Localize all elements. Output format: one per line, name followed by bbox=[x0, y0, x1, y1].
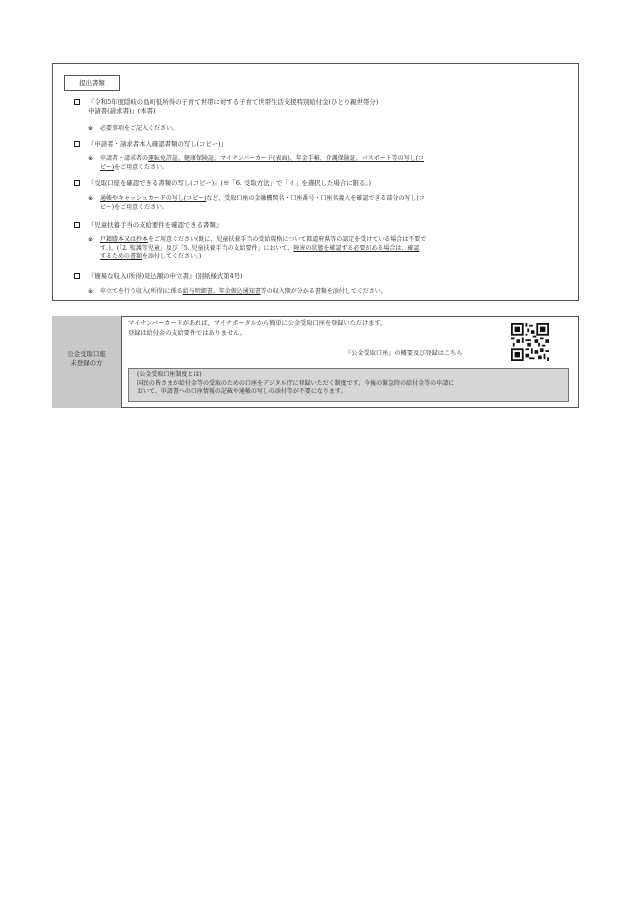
qr-code-icon[interactable] bbox=[511, 323, 549, 361]
item-title: 『令和5年度隠岐の島町低所得の子育て世帯に対する子育て世帯生活支援特別給付金(ひとり親世帯分) bbox=[88, 98, 379, 106]
item-title: 『受取口座を確認できる書類の写し(コピー)』(※「6. 受取方法」で「イ」を選択した場合に限る。) bbox=[88, 179, 372, 187]
item-title: 『児童扶養手当の支給要件を確認できる書類』 bbox=[88, 221, 223, 229]
checkbox[interactable] bbox=[74, 273, 80, 279]
item-title: 『簡易な収入(所得)見込額の申立書』(別紙様式第4号) bbox=[88, 272, 243, 280]
submission-header: 提出書類 bbox=[64, 75, 120, 91]
not-requirement-note: 登録は給付金の支給要件ではありません。 bbox=[128, 330, 246, 337]
label-line-2: 未登録の方 bbox=[70, 359, 103, 367]
checkbox[interactable] bbox=[74, 180, 80, 186]
item-title-cont: 申請書(請求書)』(本書) bbox=[88, 106, 156, 115]
info-line-2: おいて、申請書への口座情報の記載や通帳の写しの添付等が不要になります。 bbox=[137, 388, 347, 395]
registration-link[interactable]: 『公金受取口座』の概要及び登録はこちら bbox=[345, 350, 463, 357]
public-account-system-info bbox=[128, 368, 569, 402]
checkbox[interactable] bbox=[74, 222, 80, 228]
mynumber-info: マイナンバーカードがあれば、マイナポータルから簡単に公金受取口座を登録いただけます。 bbox=[128, 320, 387, 327]
info-line-1: 国民の皆さまが給付金等の受取のための口座をデジタル庁に登録いただく制度です。今後の緊急時の給付金等の申請に bbox=[137, 379, 455, 387]
item-title: 『申請者・請求者本人確認書類の写し(コピー)』 bbox=[88, 140, 227, 148]
checkbox[interactable] bbox=[74, 99, 80, 105]
label-line-1: 公金受取口座 bbox=[67, 350, 106, 358]
info-title: (公金受取口座制度とは) bbox=[137, 371, 202, 378]
public-account-label-cell bbox=[52, 316, 122, 408]
checkbox[interactable] bbox=[74, 141, 80, 147]
